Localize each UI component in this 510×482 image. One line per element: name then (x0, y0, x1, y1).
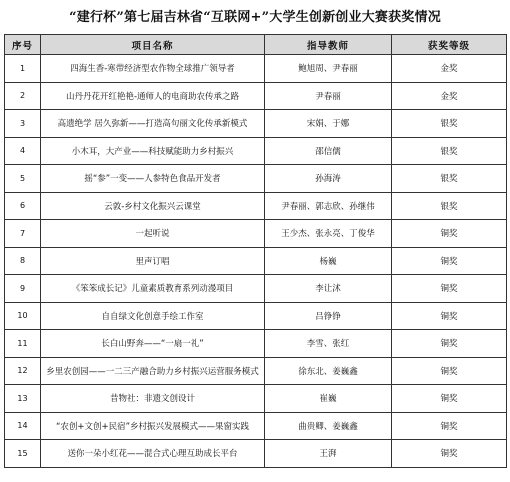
award-level: 金奖 (392, 55, 507, 83)
award-level: 银奖 (392, 192, 507, 220)
project-name: 《笨笨成长记》儿童素质教育系列动漫项目 (41, 275, 265, 303)
tutor-names: 邵信儒 (265, 137, 392, 165)
row-number: 13 (5, 385, 41, 413)
tutor-names: 崔巍 (265, 385, 392, 413)
award-level: 铜奖 (392, 247, 507, 275)
row-number: 11 (5, 330, 41, 358)
tutor-names: 李让沭 (265, 275, 392, 303)
tutor-names: 鲍旭周、尹春丽 (265, 55, 392, 83)
project-name: 乡里农创园——一二三产融合助力乡村振兴运营服务模式 (41, 357, 265, 385)
table-row (5, 165, 507, 193)
tutor-names: 杨巍 (265, 247, 392, 275)
project-name: 一起听说 (41, 220, 265, 248)
tutor-names: 王少杰、张永亮、丁俊华 (265, 220, 392, 248)
row-number: 9 (5, 275, 41, 303)
table-row (5, 220, 507, 248)
award-level: 铜奖 (392, 385, 507, 413)
table-row (5, 192, 507, 220)
award-level: 铜奖 (392, 357, 507, 385)
row-number: 2 (5, 82, 41, 110)
project-name: 昔物社：非遗文创设计 (41, 385, 265, 413)
table-row (5, 55, 507, 83)
award-level: 铜奖 (392, 275, 507, 303)
project-name: 高遗绝学 居久弥新——打造高句丽文化传承新模式 (41, 110, 265, 138)
table-row (5, 357, 507, 385)
row-number: 4 (5, 137, 41, 165)
row-number: 12 (5, 357, 41, 385)
header-award-level: 获奖等级 (392, 35, 507, 55)
tutor-names: 王湃 (265, 440, 392, 468)
project-name: 云敦-乡村文化振兴云课堂 (41, 192, 265, 220)
row-number: 8 (5, 247, 41, 275)
table-row (5, 412, 507, 440)
project-name: 小木耳，大产业——科技赋能助力乡村振兴 (41, 137, 265, 165)
award-level: 银奖 (392, 110, 507, 138)
award-level: 铜奖 (392, 302, 507, 330)
document-title: “建行杯”第七届吉林省“互联网+”大学生创新创业大赛获奖情况 (69, 10, 441, 25)
tutor-names: 李雪、张红 (265, 330, 392, 358)
table-row (5, 137, 507, 165)
row-number: 6 (5, 192, 41, 220)
tutor-names: 吕铮铮 (265, 302, 392, 330)
row-number: 5 (5, 165, 41, 193)
header-tutor: 指导教师 (265, 35, 392, 55)
project-name: 里声订唱 (41, 247, 265, 275)
project-name: 送你一朵小红花——混合式心理互助成长平台 (41, 440, 265, 468)
table-row (5, 82, 507, 110)
row-number: 14 (5, 412, 41, 440)
table-row (5, 440, 507, 468)
header-number: 序号 (5, 35, 41, 55)
award-level: 铜奖 (392, 330, 507, 358)
tutor-names: 曲贵卿、姜巍鑫 (265, 412, 392, 440)
tutor-names: 徐东北、姜巍鑫 (265, 357, 392, 385)
tutor-names: 尹春丽 (265, 82, 392, 110)
row-number: 10 (5, 302, 41, 330)
header-row (5, 35, 507, 55)
project-name: 摇“参”一变——人参特色食品开发者 (41, 165, 265, 193)
row-number: 1 (5, 55, 41, 83)
project-name: “农创+文创+民宿”乡村振兴发展模式——果窗实践 (41, 412, 265, 440)
table-row (5, 330, 507, 358)
table-header (5, 35, 507, 55)
table-body (5, 55, 507, 468)
tutor-names: 孙海涛 (265, 165, 392, 193)
table-row (5, 247, 507, 275)
award-level: 银奖 (392, 137, 507, 165)
table-row (5, 275, 507, 303)
row-number: 7 (5, 220, 41, 248)
row-number: 15 (5, 440, 41, 468)
table-row (5, 302, 507, 330)
award-level: 铜奖 (392, 412, 507, 440)
tutor-names: 宋娟、于娜 (265, 110, 392, 138)
row-number: 3 (5, 110, 41, 138)
project-name: 山丹丹花开红艳艳-通师人的电商助农传承之路 (41, 82, 265, 110)
table-row (5, 385, 507, 413)
award-level: 铜奖 (392, 220, 507, 248)
award-level: 铜奖 (392, 440, 507, 468)
project-name: 四海生香-寒带经济型农作物全球推广领导者 (41, 55, 265, 83)
award-level: 金奖 (392, 82, 507, 110)
table-row (5, 110, 507, 138)
award-level: 银奖 (392, 165, 507, 193)
project-name: 长白山野奔——“一扇一礼” (41, 330, 265, 358)
awards-table (4, 34, 507, 468)
tutor-names: 尹春丽、郭志欣、孙继伟 (265, 192, 392, 220)
header-project-name: 项目名称 (41, 35, 265, 55)
project-name: 自自绿文化创意手绘工作室 (41, 302, 265, 330)
